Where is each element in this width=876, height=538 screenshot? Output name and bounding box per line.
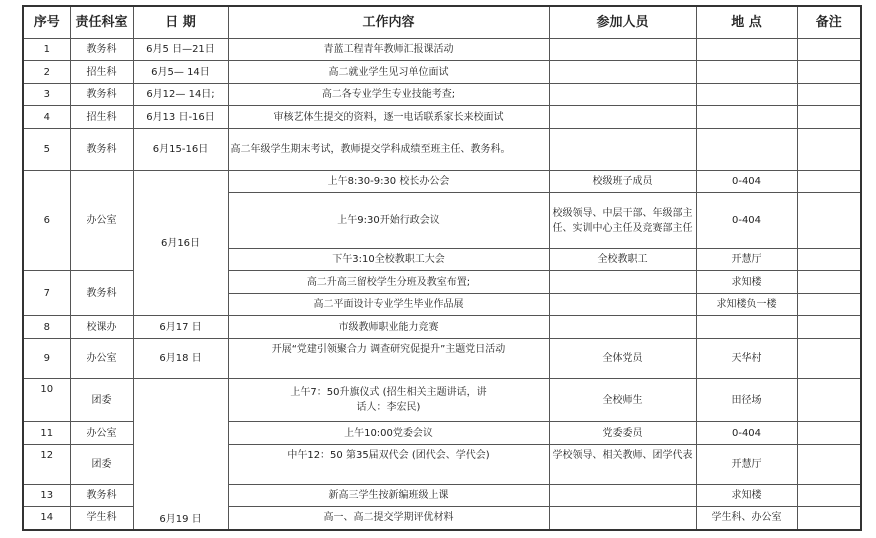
cell-note xyxy=(797,422,861,445)
cell-note xyxy=(797,129,861,171)
cell-dept: 招生科 xyxy=(70,61,133,84)
cell-no: 8 xyxy=(23,316,70,339)
cell-dept: 教务科 xyxy=(70,84,133,106)
cell-date: 6月19 日 xyxy=(133,379,228,530)
cell-place xyxy=(696,84,797,106)
cell-note xyxy=(797,507,861,530)
cell-dept: 教务科 xyxy=(70,485,133,507)
cell-note xyxy=(797,39,861,61)
cell-note xyxy=(797,106,861,129)
cell-place: 天华村 xyxy=(696,339,797,379)
cell-people: 全校教职工 xyxy=(549,249,696,271)
cell-place: 求知楼负一楼 xyxy=(696,294,797,316)
cell-dept: 办公室 xyxy=(70,339,133,379)
cell-content: 开展“党建引领聚合力 调查研究促提升”主题党日活动 xyxy=(228,339,549,379)
header-content: 工作内容 xyxy=(228,6,549,39)
cell-date: 6月13 日-16日 xyxy=(133,106,228,129)
cell-content: 高二就业学生见习单位面试 xyxy=(228,61,549,84)
cell-place: 求知楼 xyxy=(696,271,797,294)
cell-no: 4 xyxy=(23,106,70,129)
cell-note xyxy=(797,485,861,507)
cell-no: 3 xyxy=(23,84,70,106)
cell-content: 审核艺体生提交的资料，逐一电话联系家长来校面试 xyxy=(228,106,549,129)
cell-note xyxy=(797,339,861,379)
cell-content: 上午9:30开始行政会议 xyxy=(228,193,549,249)
cell-date: 6月5— 14日 xyxy=(133,61,228,84)
cell-note xyxy=(797,294,861,316)
cell-dept: 教务科 xyxy=(70,129,133,171)
cell-people: 学校领导、相关教师、团学代表 xyxy=(549,445,696,485)
cell-note xyxy=(797,61,861,84)
cell-content: 新高三学生按新编班级上课 xyxy=(228,485,549,507)
cell-note xyxy=(797,271,861,294)
cell-place: 开慧厅 xyxy=(696,445,797,485)
cell-note xyxy=(797,379,861,422)
cell-note xyxy=(797,316,861,339)
cell-dept: 校课办 xyxy=(70,316,133,339)
cell-note xyxy=(797,249,861,271)
cell-place: 学生科、办公室 xyxy=(696,507,797,530)
cell-no: 12 xyxy=(23,445,70,485)
cell-place xyxy=(696,129,797,171)
cell-date: 6月5 日—21日 xyxy=(133,39,228,61)
cell-dept: 办公室 xyxy=(70,171,133,271)
cell-dept: 招生科 xyxy=(70,106,133,129)
cell-people xyxy=(549,61,696,84)
cell-people xyxy=(549,129,696,171)
cell-people xyxy=(549,294,696,316)
cell-date: 6月16日 xyxy=(133,171,228,316)
cell-place: 0-404 xyxy=(696,193,797,249)
cell-no: 6 xyxy=(23,171,70,271)
cell-content: 高二年级学生期末考试，教师提交学科成绩至班主任、教务科。 xyxy=(228,129,549,171)
table-row xyxy=(23,61,861,84)
header-row xyxy=(23,6,861,39)
cell-place xyxy=(696,316,797,339)
cell-content: 上午10:00党委会议 xyxy=(228,422,549,445)
header-date: 日 期 xyxy=(133,6,228,39)
cell-date: 6月15-16日 xyxy=(133,129,228,171)
schedule-table xyxy=(22,5,862,531)
cell-content: 上午7：50升旗仪式 (招生相关主题讲话，讲话人：李宏民) xyxy=(228,379,549,422)
cell-content: 青蓝工程青年教师汇报课活动 xyxy=(228,39,549,61)
cell-place: 开慧厅 xyxy=(696,249,797,271)
cell-date: 6月17 日 xyxy=(133,316,228,339)
cell-people: 全校师生 xyxy=(549,379,696,422)
cell-people xyxy=(549,271,696,294)
cell-dept: 教务科 xyxy=(70,39,133,61)
cell-no: 14 xyxy=(23,507,70,530)
cell-place: 0-404 xyxy=(696,171,797,193)
cell-dept: 团委 xyxy=(70,445,133,485)
cell-people xyxy=(549,39,696,61)
cell-place xyxy=(696,39,797,61)
cell-dept: 学生科 xyxy=(70,507,133,530)
header-dept: 责任科室 xyxy=(70,6,133,39)
cell-place xyxy=(696,61,797,84)
cell-no: 13 xyxy=(23,485,70,507)
cell-no: 2 xyxy=(23,61,70,84)
cell-people: 全体党员 xyxy=(549,339,696,379)
cell-people: 党委委员 xyxy=(549,422,696,445)
cell-content: 中午12：50 第35届双代会 (团代会、学代会) xyxy=(228,445,549,485)
cell-date: 6月12— 14日; xyxy=(133,84,228,106)
table-row xyxy=(23,171,861,193)
cell-place: 0-404 xyxy=(696,422,797,445)
cell-content: 高二各专业学生专业技能考查; xyxy=(228,84,549,106)
cell-people: 校级领导、中层干部、年级部主任、实训中心主任及竞赛部主任 xyxy=(549,193,696,249)
cell-no: 11 xyxy=(23,422,70,445)
cell-content: 上午8:30-9:30 校长办公会 xyxy=(228,171,549,193)
cell-note xyxy=(797,84,861,106)
cell-dept: 办公室 xyxy=(70,422,133,445)
cell-no: 1 xyxy=(23,39,70,61)
table-row xyxy=(23,84,861,106)
cell-place: 求知楼 xyxy=(696,485,797,507)
table-row xyxy=(23,379,861,422)
cell-content: 下午3:10全校教职工大会 xyxy=(228,249,549,271)
cell-no: 10 xyxy=(23,379,70,422)
cell-content: 高二升高三留校学生分班及教室布置; xyxy=(228,271,549,294)
cell-note xyxy=(797,445,861,485)
table-row xyxy=(23,316,861,339)
table-row xyxy=(23,339,861,379)
cell-place xyxy=(696,106,797,129)
header-no: 序号 xyxy=(23,6,70,39)
table-row xyxy=(23,39,861,61)
cell-place: 田径场 xyxy=(696,379,797,422)
cell-date: 6月18 日 xyxy=(133,339,228,379)
table-row xyxy=(23,129,861,171)
cell-people xyxy=(549,316,696,339)
header-people: 参加人员 xyxy=(549,6,696,39)
cell-dept: 团委 xyxy=(70,379,133,422)
cell-people: 校级班子成员 xyxy=(549,171,696,193)
cell-note xyxy=(797,171,861,193)
cell-people xyxy=(549,507,696,530)
cell-dept: 教务科 xyxy=(70,271,133,316)
cell-no: 7 xyxy=(23,271,70,316)
cell-no: 9 xyxy=(23,339,70,379)
cell-people xyxy=(549,106,696,129)
cell-content: 高二平面设计专业学生毕业作品展 xyxy=(228,294,549,316)
cell-note xyxy=(797,193,861,249)
cell-content: 高一、高二提交学期评优材料 xyxy=(228,507,549,530)
header-note: 备注 xyxy=(797,6,861,39)
cell-no: 5 xyxy=(23,129,70,171)
header-place: 地 点 xyxy=(696,6,797,39)
table-row xyxy=(23,106,861,129)
cell-people xyxy=(549,485,696,507)
cell-people xyxy=(549,84,696,106)
cell-content: 市级教师职业能力竞赛 xyxy=(228,316,549,339)
